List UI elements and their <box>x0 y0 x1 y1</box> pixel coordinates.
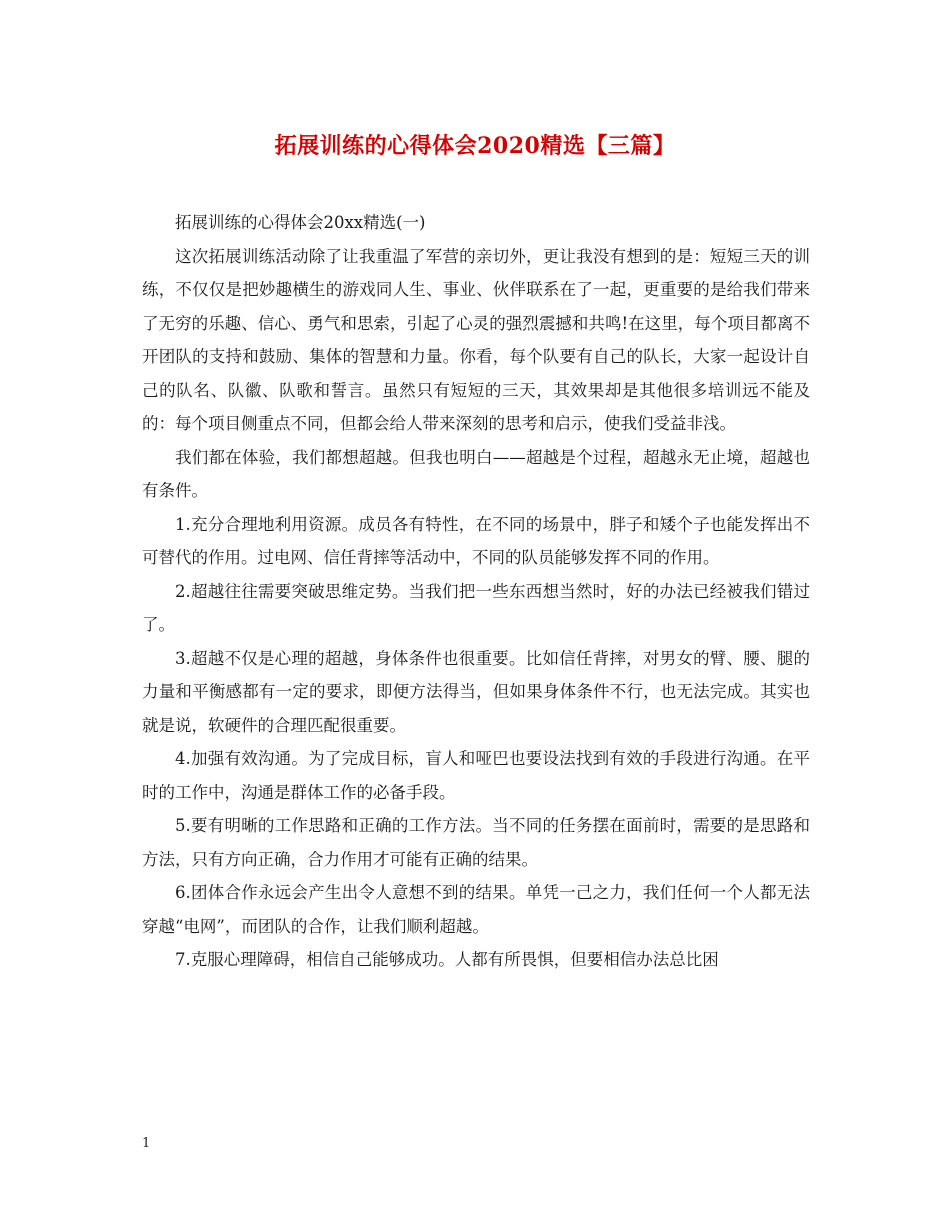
body-paragraph: 这次拓展训练活动除了让我重温了军营的亲切外，更让我没有想到的是：短短三天的训练，不仅仅是把妙趣横生的游戏同人生、事业、伙伴联系在了一起，更重要的是给我们带来了无穷的乐趣、信心、勇气和思索，引起了心灵的强烈震撼和共鸣!在这里，每个项目都离不开团队的支持和鼓励、集体的智慧和力量。你看，每个队要有自己的队长，大家一起设计自己的队名、队徽、队歌和誓言。虽然只有短短的三天，其效果却是其他很多培训远不能及的：每个项目侧重点不同，但都会给人带来深刻的思考和启示，使我们受益非浅。 <box>142 246 810 433</box>
list-item-4: 4.加强有效沟通。为了完成目标，盲人和哑巴也要设法找到有效的手段进行沟通。在平时的工作中，沟通是群体工作的必备手段。 <box>142 749 810 802</box>
list-item-7: 7.克服心理障碍，相信自己能够成功。人都有所畏惧，但要相信办法总比困 <box>175 950 719 969</box>
page-number: 1 <box>142 1136 151 1151</box>
list-item-5: 5.要有明晰的工作思路和正确的工作方法。当不同的任务摆在面前时，需要的是思路和方法，只有方向正确，合力作用才可能有正确的结果。 <box>142 816 810 869</box>
list-item-3: 3.超越不仅是心理的超越，身体条件也很重要。比如信任背摔，对男女的臂、腰、腿的力量和平衡感都有一定的要求，即便方法得当，但如果身体条件不行，也无法完成。其实也就是说，软硬件的合理匹配很重要。 <box>142 648 810 735</box>
body-paragraph: 我们都在体验，我们都想超越。但我也明白——超越是个过程，超越永无止境，超越也有条件。 <box>142 447 810 500</box>
section-heading: 拓展训练的心得体会20xx精选(一) <box>175 213 426 232</box>
list-item-1: 1.充分合理地利用资源。成员各有特性，在不同的场景中，胖子和矮个子也能发挥出不可替代的作用。过电网、信任背摔等活动中，不同的队员能够发挥不同的作用。 <box>142 514 810 567</box>
document-body <box>142 206 810 977</box>
list-item-6: 6.团体合作永远会产生出令人意想不到的结果。单凭一己之力，我们任何一个人都无法穿越“电网”，而团队的合作，让我们顺利超越。 <box>142 883 810 936</box>
document-title: 拓展训练的心得体会2020精选【三篇】 <box>274 133 676 159</box>
list-item-2: 2.超越往往需要突破思维定势。当我们把一些东西想当然时，好的办法已经被我们错过了。 <box>142 581 810 634</box>
